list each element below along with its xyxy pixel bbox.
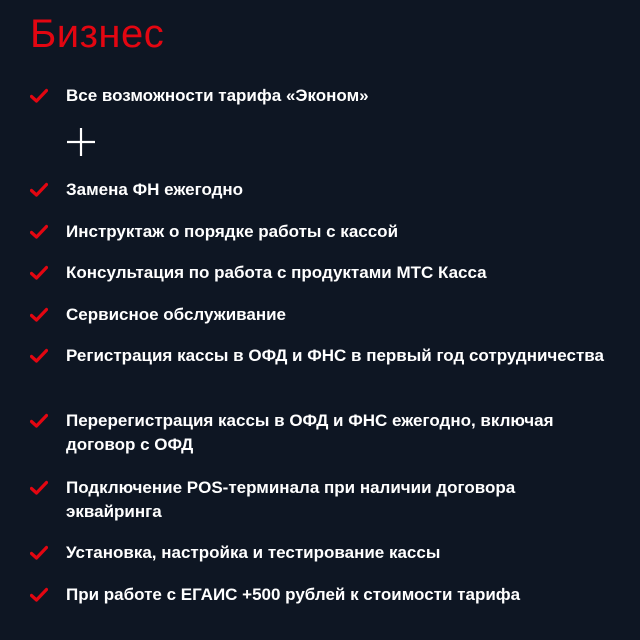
feature-label: Консультация по работа с продуктами МТС Касса xyxy=(66,263,487,282)
checkmark-icon xyxy=(30,545,48,561)
plus-icon xyxy=(66,128,96,158)
feature-label: Сервисное обслуживание xyxy=(66,305,287,324)
feature-label: Замена ФН ежегодно xyxy=(66,180,244,199)
checkmark-icon xyxy=(30,587,48,603)
checkmark-icon xyxy=(30,413,48,429)
tariff-title: Бизнес xyxy=(30,12,165,56)
checkmark-icon xyxy=(30,182,48,198)
feature-item xyxy=(30,476,610,524)
feature-item xyxy=(30,261,610,285)
checkmark-icon xyxy=(30,265,48,281)
feature-item xyxy=(30,344,610,368)
checkmark-icon xyxy=(30,224,48,240)
feature-label: Установка, настройка и тестирование кассы xyxy=(66,543,441,562)
feature-item xyxy=(30,303,610,327)
feature-label: При работе с ЕГАИС +500 рублей к стоимости тарифа xyxy=(66,585,521,604)
feature-label: Инструктаж о порядке работы с кассой xyxy=(66,222,399,241)
feature-item xyxy=(30,178,610,202)
checkmark-icon xyxy=(30,480,48,496)
feature-item xyxy=(30,220,610,244)
feature-label: Все возможности тарифа «Эконом» xyxy=(66,86,369,105)
feature-item xyxy=(30,84,610,108)
checkmark-icon xyxy=(30,348,48,364)
feature-item xyxy=(30,541,610,565)
feature-item xyxy=(30,409,610,457)
checkmark-icon xyxy=(30,88,48,104)
feature-label: Регистрация кассы в ОФД и ФНС в первый год сотрудничества xyxy=(66,346,604,365)
checkmark-icon xyxy=(30,307,48,323)
feature-label: Подключение POS-терминала при наличии договора эквайринга xyxy=(66,478,516,521)
feature-item xyxy=(30,583,610,607)
feature-label: Перерегистрация кассы в ОФД и ФНС ежегодно, включая договор с ОФД xyxy=(66,411,554,454)
